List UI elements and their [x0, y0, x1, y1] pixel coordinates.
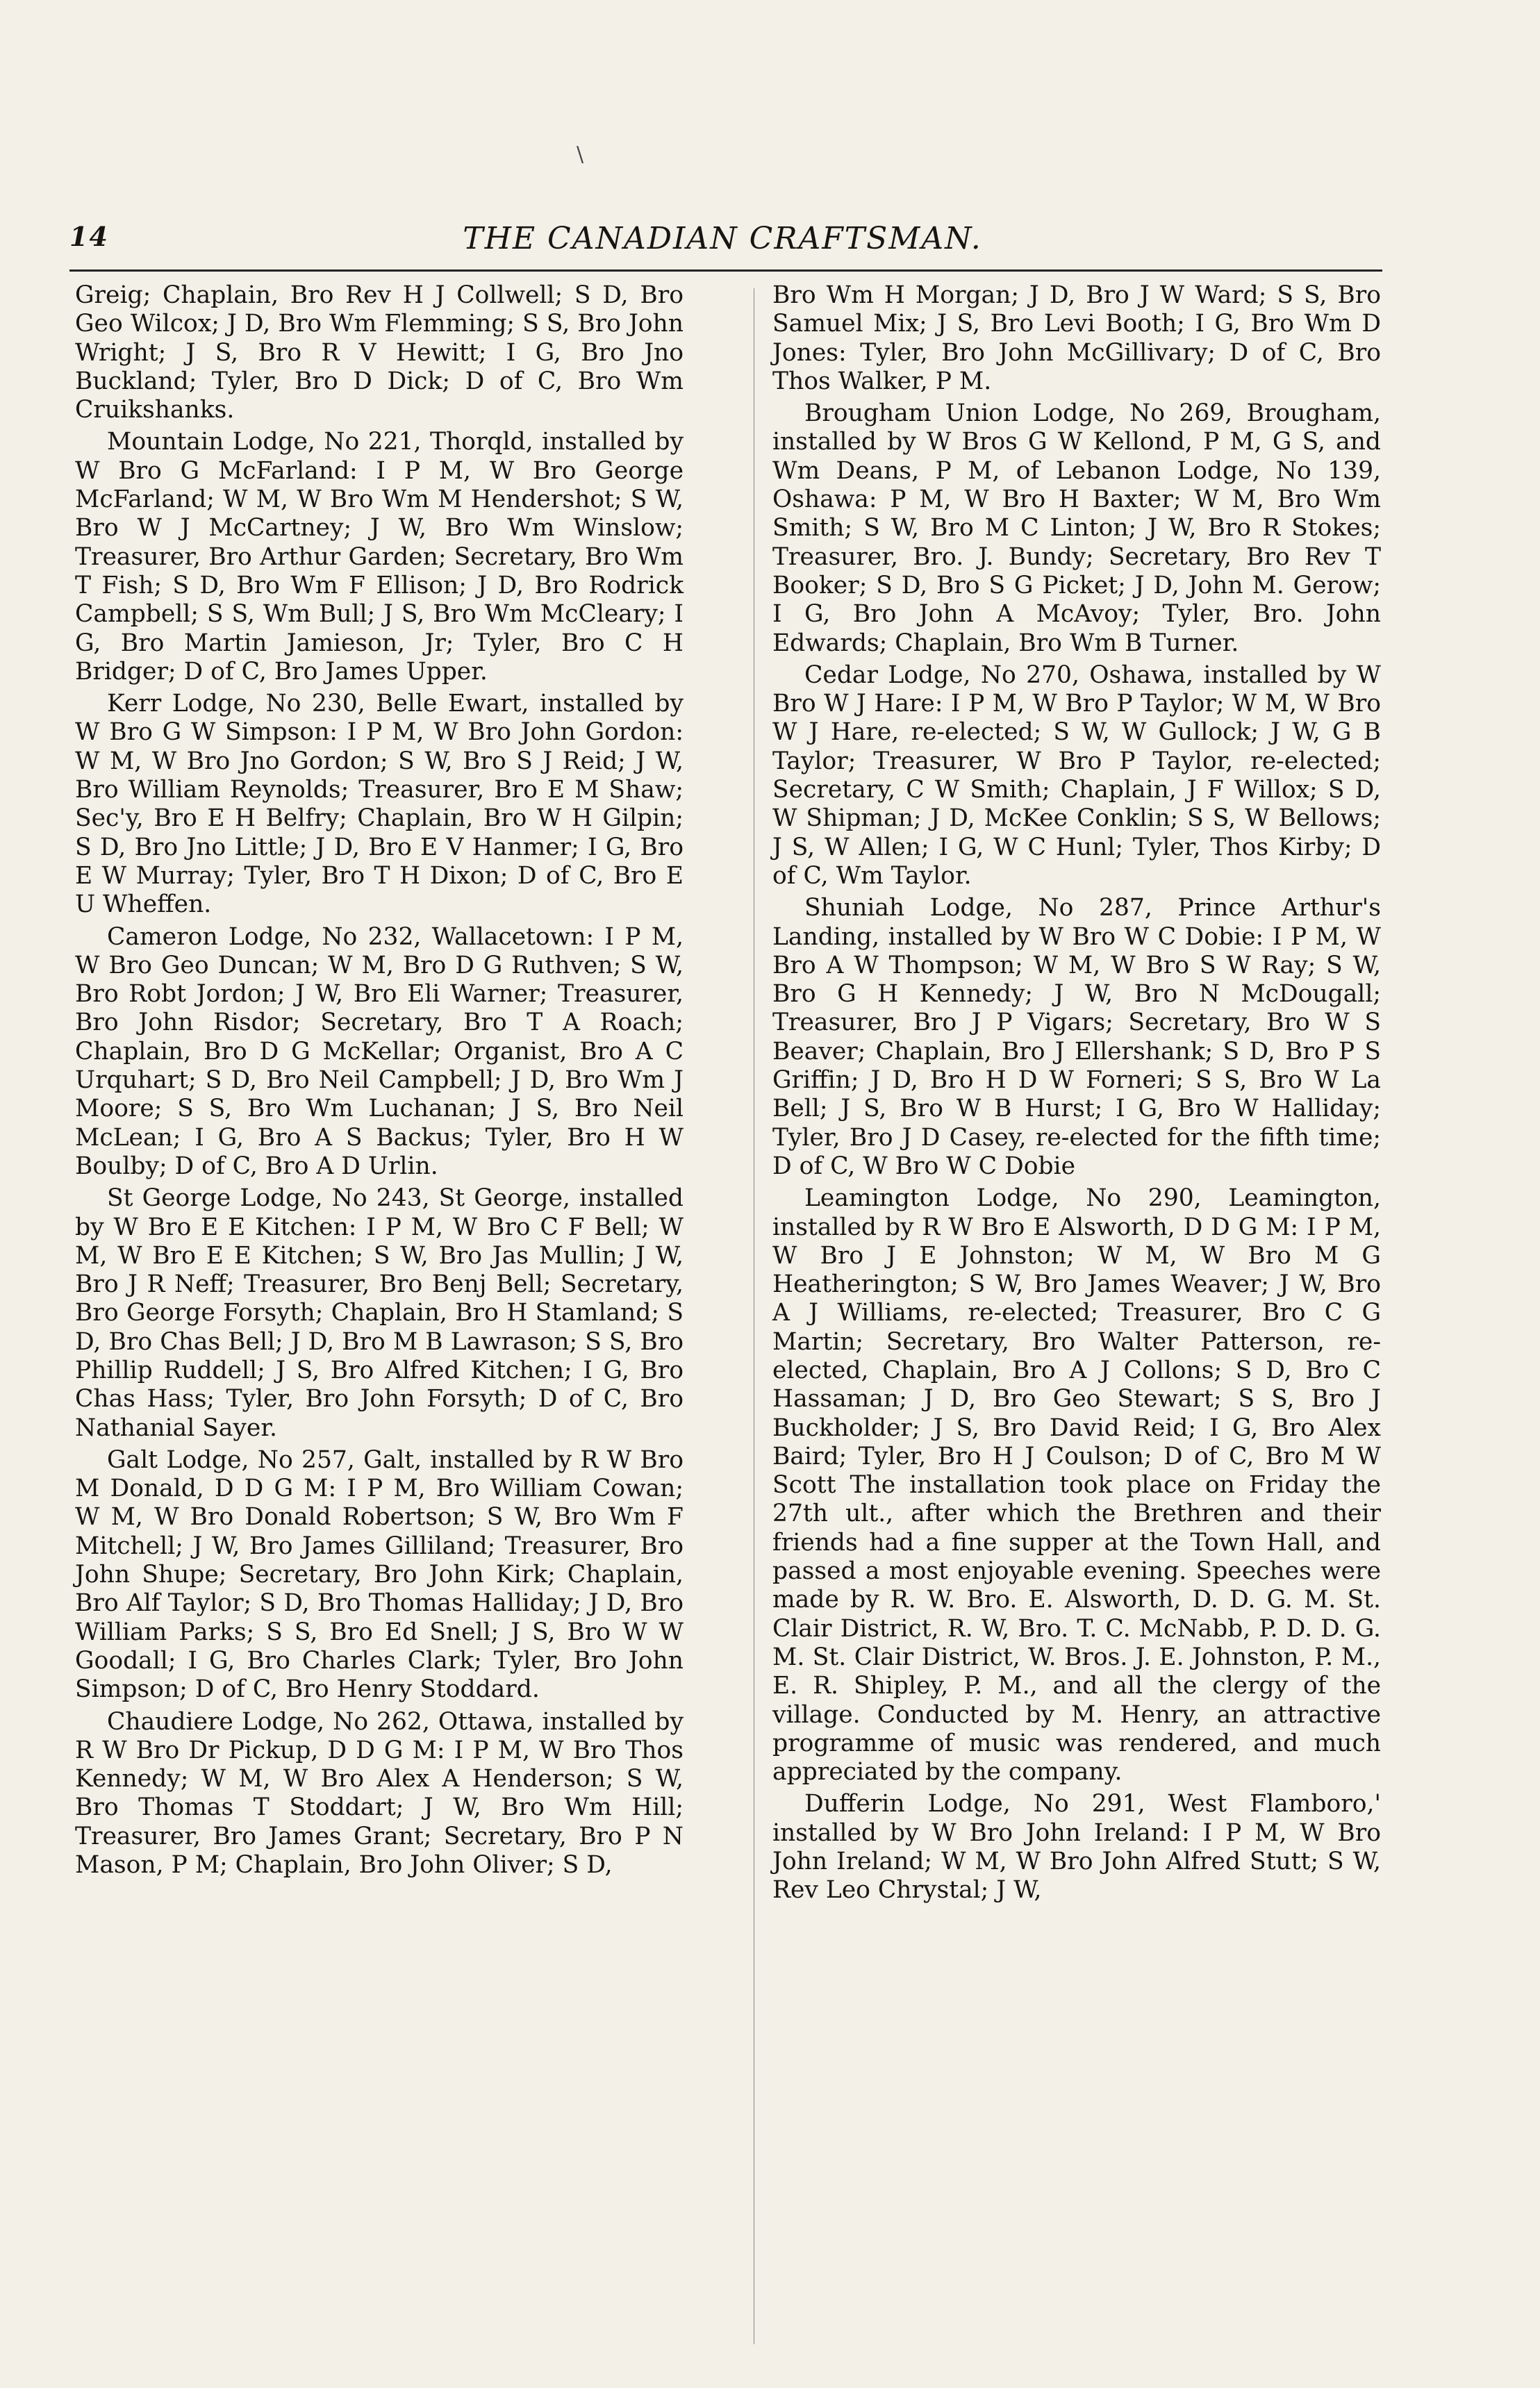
paragraph-brougham-union-lodge: Brougham Union Lodge, No 269, Brougham, installed by W Bros G W Kellond, P M, G S, and Wm Deans, P M, of Lebanon Lodge, No 139, Oshawa: P M, W Bro H Baxter; W M, Bro Wm Smith; S W, Bro M C Linton; J W, Bro R Stokes; Treasurer, Bro. J. Bundy; Secretary, Bro Rev T Booker; S D, Bro S G Picket; J D, John M. Gerow; I G, Bro John A McAvoy; Tyler, Bro. John Edwards; Chaplain, Bro Wm B Turner. [772, 399, 1381, 657]
header-rule [69, 270, 1382, 272]
paragraph-leamington-lodge: Leamington Lodge, No 290, Leamington, installed by R W Bro E Alsworth, D D G M: I P M, W Bro J E Johnston; W M, W Bro M G Heatherington; S W, Bro James Weaver; J W, Bro A J Williams, re-elected; Treasurer, Bro C G Martin; Secretary, Bro Walter Patterson, re-elected, Chaplain, Bro A J Collons; S D, Bro C Hassaman; J D, Bro Geo Stewart; S S, Bro J Buckholder; J S, Bro David Reid; I G, Bro Alex Baird; Tyler, Bro H J Coulson; D of C, Bro M W Scott The installation took place on Friday the 27th ult., after which the Brethren and their friends had a fine supper at the Town Hall, and passed a most enjoyable evening. Speeches were made by R. W. Bro. E. Alsworth, D. D. G. M. St. Clair District, R. W, Bro. T. C. McNabb, P. D. D. G. M. St. Clair District, W. Bros. J. E. Johnston, P. M., E. R. Shipley, P. M., and all the clergy of the village. Conducted by M. Henry, an attractive programme of music was rendered, and much appreciated by the company. [772, 1184, 1381, 1786]
paragraph-dufferin-lodge: Dufferin Lodge, No 291, West Flamboro,' installed by W Bro John Ireland: I P M, W Bro John Ireland; W M, W Bro John Alfred Stutt; S W, Rev Leo Chrystal; J W, [772, 1790, 1381, 1905]
page-header [69, 221, 1375, 263]
paragraph-greig-continuation: Greig; Chaplain, Bro Rev H J Collwell; S D, Bro Geo Wilcox; J D, Bro Wm Flemming; S S, Bro John Wright; J S, Bro R V Hewitt; I G, Bro Jno Buckland; Tyler, Bro D Dick; D of C, Bro Wm Cruikshanks. [75, 281, 684, 424]
paragraph-kerr-lodge: Kerr Lodge, No 230, Belle Ewart, installed by W Bro G W Simpson: I P M, W Bro John Gordon: W M, W Bro Jno Gordon; S W, Bro S J Reid; J W, Bro William Reynolds; Treasurer, Bro E M Shaw; Sec'y, Bro E H Belfry; Chaplain, Bro W H Gilpin; S D, Bro Jno Little; J D, Bro E V Hanmer; I G, Bro E W Murray; Tyler, Bro T H Dixon; D of C, Bro E U Wheffen. [75, 690, 684, 919]
print-speck: \ [577, 142, 584, 167]
paragraph-galt-lodge: Galt Lodge, No 257, Galt, installed by R W Bro M Donald, D D G M: I P M, Bro William Cowan; W M, W Bro Donald Robertson; S W, Bro Wm F Mitchell; J W, Bro James Gilliland; Treasurer, Bro John Shupe; Secretary, Bro John Kirk; Chaplain, Bro Alf Taylor; S D, Bro Thomas Halliday; J D, Bro William Parks; S S, Bro Ed Snell; J S, Bro W W Goodall; I G, Bro Charles Clark; Tyler, Bro John Simpson; D of C, Bro Henry Stoddard. [75, 1445, 684, 1704]
paragraph-chaudiere-continuation: Bro Wm H Morgan; J D, Bro J W Ward; S S, Bro Samuel Mix; J S, Bro Levi Booth; I G, Bro Wm D Jones: Tyler, Bro John McGillivary; D of C, Bro Thos Walker, P M. [772, 281, 1381, 395]
paragraph-shuniah-lodge: Shuniah Lodge, No 287, Prince Arthur's Landing, installed by W Bro W C Dobie: I P M, W Bro A W Thompson; W M, W Bro S W Ray; S W, Bro G H Kennedy; J W, Bro N McDougall; Treasurer, Bro J P Vigars; Secretary, Bro W S Beaver; Chaplain, Bro J Ellershank; S D, Bro P S Griffin; J D, Bro H D W Forneri; S S, Bro W La Bell; J S, Bro W B Hurst; I G, Bro W Halliday; Tyler, Bro J D Casey, re-elected for the fifth time; D of C, W Bro W C Dobie [772, 894, 1381, 1180]
paragraph-st-george-lodge: St George Lodge, No 243, St George, installed by W Bro E E Kitchen: I P M, W Bro C F Bell; W M, W Bro E E Kitchen; S W, Bro Jas Mullin; J W, Bro J R Neff; Treasurer, Bro Benj Bell; Secretary, Bro George Forsyth; Chaplain, Bro H Stamland; S D, Bro Chas Bell; J D, Bro M B Lawrason; S S, Bro Phillip Ruddell; J S, Bro Alfred Kitchen; I G, Bro Chas Hass; Tyler, Bro John Forsyth; D of C, Bro Nathanial Sayer. [75, 1184, 684, 1442]
paragraph-cedar-lodge: Cedar Lodge, No 270, Oshawa, installed by W Bro W J Hare: I P M, W Bro P Taylor; W M, W Bro W J Hare, re-elected; S W, W Gullock; J W, G B Taylor; Treasurer, W Bro P Taylor, re-elected; Secretary, C W Smith; Chaplain, J F Willox; S D, W Shipman; J D, McKee Conklin; S S, W Bellows; J S, W Allen; I G, W C Hunl; Tyler, Thos Kirby; D of C, Wm Taylor. [772, 661, 1381, 890]
left-column [75, 281, 684, 1883]
running-title: THE CANADIAN CRAFTSMAN. [463, 221, 982, 256]
paragraph-mountain-lodge: Mountain Lodge, No 221, Thorqld, installed by W Bro G McFarland: I P M, W Bro George McFarland; W M, W Bro Wm M Hendershot; S W, Bro W J McCartney; J W, Bro Wm Winslow; Treasurer, Bro Arthur Garden; Secretary, Bro Wm T Fish; S D, Bro Wm F Ellison; J D, Bro Rodrick Campbell; S S, Wm Bull; J S, Bro Wm McCleary; I G, Bro Martin Jamieson, Jr; Tyler, Bro C H Bridger; D of C, Bro James Upper. [75, 428, 684, 686]
right-column [772, 281, 1381, 1909]
page-number: 14 [69, 221, 109, 252]
paragraph-chaudiere-lodge: Chaudiere Lodge, No 262, Ottawa, installed by R W Bro Dr Pickup, D D G M: I P M, W Bro Thos Kennedy; W M, W Bro Alex A Henderson; S W, Bro Thomas T Stoddart; J W, Bro Wm Hill; Treasurer, Bro James Grant; Secretary, Bro P N Mason, P M; Chaplain, Bro John Oliver; S D, [75, 1707, 684, 1880]
paragraph-cameron-lodge: Cameron Lodge, No 232, Wallacetown: I P M, W Bro Geo Duncan; W M, Bro D G Ruthven; S W, Bro Robt Jordon; J W, Bro Eli Warner; Treasurer, Bro John Risdor; Secretary, Bro T A Roach; Chaplain, Bro D G McKellar; Organist, Bro A C Urquhart; S D, Bro Neil Campbell; J D, Bro Wm J Moore; S S, Bro Wm Luchanan; J S, Bro Neil McLean; I G, Bro A S Backus; Tyler, Bro H W Boulby; D of C, Bro A D Urlin. [75, 922, 684, 1180]
